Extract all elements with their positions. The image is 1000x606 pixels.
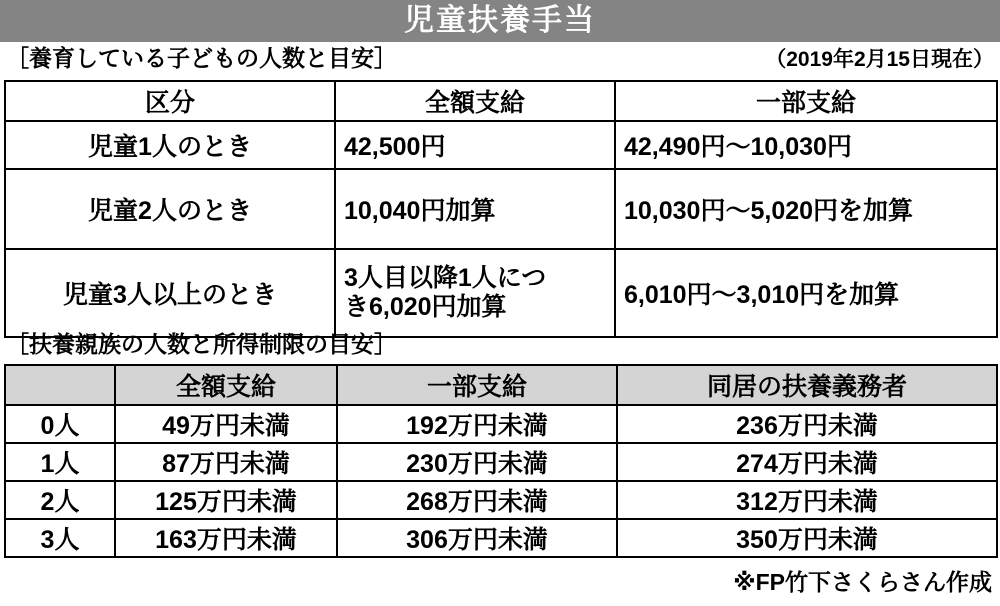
table-header-row xyxy=(5,81,997,121)
table-row xyxy=(5,443,997,481)
cell-three-cohabiting: 350万円未満 xyxy=(617,519,997,557)
cell-two-children-partial: 10,030円〜5,020円を加算 xyxy=(615,169,997,249)
row-label-one-child: 児童1人のとき xyxy=(5,121,335,169)
cell-two-full: 125万円未満 xyxy=(115,481,337,519)
section1-date-note: （2019年2月15日現在） xyxy=(765,48,994,71)
cell-two-partial: 268万円未満 xyxy=(337,481,617,519)
column-header-full-payment: 全額支給 xyxy=(335,81,615,121)
cell-three-children-full-line1: 3人目以降1人につ xyxy=(344,264,547,293)
column-header-partial-payment: 一部支給 xyxy=(615,81,997,121)
cell-zero-cohabiting: 236万円未満 xyxy=(617,405,997,443)
row-label-two-dependents: 2人 xyxy=(5,481,115,519)
row-label-two-children: 児童2人のとき xyxy=(5,169,335,249)
page-title: 児童扶養手当 xyxy=(404,4,596,37)
cell-three-children-full-line2: き6,020円加算 xyxy=(344,293,507,321)
table-row xyxy=(5,121,997,169)
cell-one-partial: 230万円未満 xyxy=(337,443,617,481)
column-header-category: 区分 xyxy=(5,81,335,121)
row-label-zero-dependents: 0人 xyxy=(5,405,115,443)
table-row xyxy=(5,405,997,443)
table-row xyxy=(5,481,997,519)
cell-zero-full: 49万円未満 xyxy=(115,405,337,443)
section2-caption-row xyxy=(0,332,1000,357)
section1-caption: ［養育している子どもの人数と目安］ xyxy=(6,45,397,71)
cell-one-full: 87万円未満 xyxy=(115,443,337,481)
table-row xyxy=(5,519,997,557)
row-label-one-dependent: 1人 xyxy=(5,443,115,481)
table-row xyxy=(5,249,997,337)
column-header-partial-payment-income: 一部支給 xyxy=(337,365,617,405)
column-header-cohabiting-supporter: 同居の扶養義務者 xyxy=(617,365,997,405)
cell-three-partial: 306万円未満 xyxy=(337,519,617,557)
row-label-three-or-more-children: 児童3人以上のとき xyxy=(5,249,335,337)
section1-caption-row xyxy=(0,46,1000,71)
cell-one-child-partial: 42,490円〜10,030円 xyxy=(615,121,997,169)
section2-caption: ［扶養親族の人数と所得制限の目安］ xyxy=(6,331,397,357)
income-limit-table xyxy=(4,364,998,558)
cell-two-cohabiting: 312万円未満 xyxy=(617,481,997,519)
cell-one-child-full: 42,500円 xyxy=(335,121,615,169)
cell-two-children-full: 10,040円加算 xyxy=(335,169,615,249)
row-label-three-dependents: 3人 xyxy=(5,519,115,557)
credit-note: ※FP竹下さくらさん作成 xyxy=(733,569,992,595)
title-bar xyxy=(0,0,1000,42)
cell-zero-partial: 192万円未満 xyxy=(337,405,617,443)
column-header-dependents xyxy=(5,365,115,405)
cell-one-cohabiting: 274万円未満 xyxy=(617,443,997,481)
cell-three-full: 163万円未満 xyxy=(115,519,337,557)
column-header-full-payment-income: 全額支給 xyxy=(115,365,337,405)
cell-three-children-full xyxy=(335,249,615,337)
table-header-row xyxy=(5,365,997,405)
table-row xyxy=(5,169,997,249)
cell-three-children-partial: 6,010円〜3,010円を加算 xyxy=(615,249,997,337)
child-count-table xyxy=(4,80,998,338)
